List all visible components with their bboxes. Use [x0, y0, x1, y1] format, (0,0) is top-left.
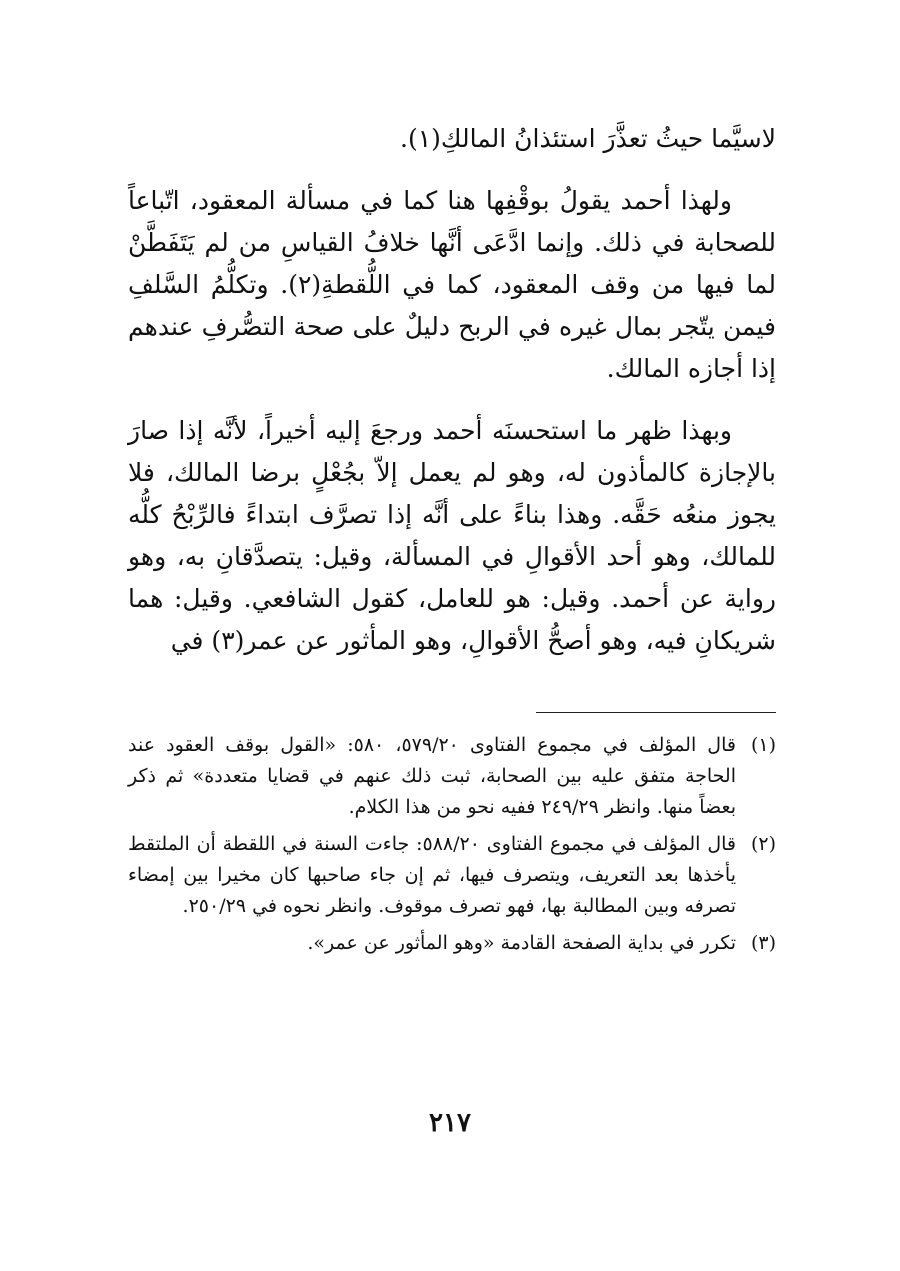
- footnote-divider: [536, 712, 776, 713]
- footnote-2: [128, 829, 776, 922]
- page-number: ٢١٧: [429, 1108, 471, 1138]
- paragraph-3: وبهذا ظهر ما استحسنَه أحمد ورجعَ إليه أخيراً، لأنَّه إذا صارَ بالإجازة كالمأذون له، وهو لم يعمل إلاّ بجُعْلٍ برضا المالك، فلا يجوز منعُه حَقَّه. وهذا بناءً على أنَّه إذا تصرَّف ابتداءً فالرِّبْحُ كلُّه للمالك، وهو أحد الأقوالِ في المسألة، وقيل: يتصدَّقانِ به، وهو رواية عن أحمد. وقيل: هو للعامل، كقول الشافعي. وقيل: هما شريكانِ فيه، وهو أصحُّ الأقوالِ، وهو المأثور عن عمر(٣) في: [128, 416, 776, 655]
- paragraph-1: لاسيَّما حيثُ تعذَّرَ استئذانُ المالكِ(١).: [400, 124, 776, 153]
- footnote-text: قال المؤلف في مجموع الفتاوى ٥٧٩/٢٠، ٥٨٠: «القول بوقف العقود عند الحاجة متفق عليه بين الصحابة، ثبت ذلك عنهم في قضايا متعددة» ثم ذكر بعضاً منها. وانظر ٢٤٩/٢٩ ففيه نحو من هذا الكلام.: [128, 734, 736, 818]
- paragraph-2: ولهذا أحمد يقولُ بوقْفِها هنا كما في مسألة المعقود، اتّباعاً للصحابة في ذلك. وإنما ادَّعَى أنَّها خلافُ القياسِ من لم يَتَفَطَّنْ لما فيها من وقف المعقود، كما في اللُّقطةِ(٢). وتكلُّمُ السَّلفِ فيمن يتّجر بمال غيره في الربح دليلٌ على صحة التصُّرفِ عندهم إذا أجازه المالك.: [128, 186, 776, 383]
- footnote-number: (٣): [750, 932, 776, 954]
- footnote-number: (٢): [750, 833, 776, 855]
- footnote-3: [128, 928, 776, 959]
- main-text: [128, 118, 776, 682]
- footnote-text: قال المؤلف في مجموع الفتاوى ٥٨٨/٢٠: جاءت السنة في اللقطة أن الملتقط يأخذها بعد التعريف، ويتصرف فيها، ثم إن جاء صاحبها كان مخيرا بين إمضاء تصرفه وبين المطالبة بها، فهو تصرف موقوف. وانظر نحوه في ٢٥٠/٢٩.: [128, 833, 737, 917]
- footnote-text: تكرر في بداية الصفحة القادمة «وهو المأثور عن عمر».: [307, 932, 736, 954]
- footnote-number: (١): [750, 734, 776, 756]
- footnotes: [128, 730, 776, 965]
- footnote-1: [128, 730, 776, 823]
